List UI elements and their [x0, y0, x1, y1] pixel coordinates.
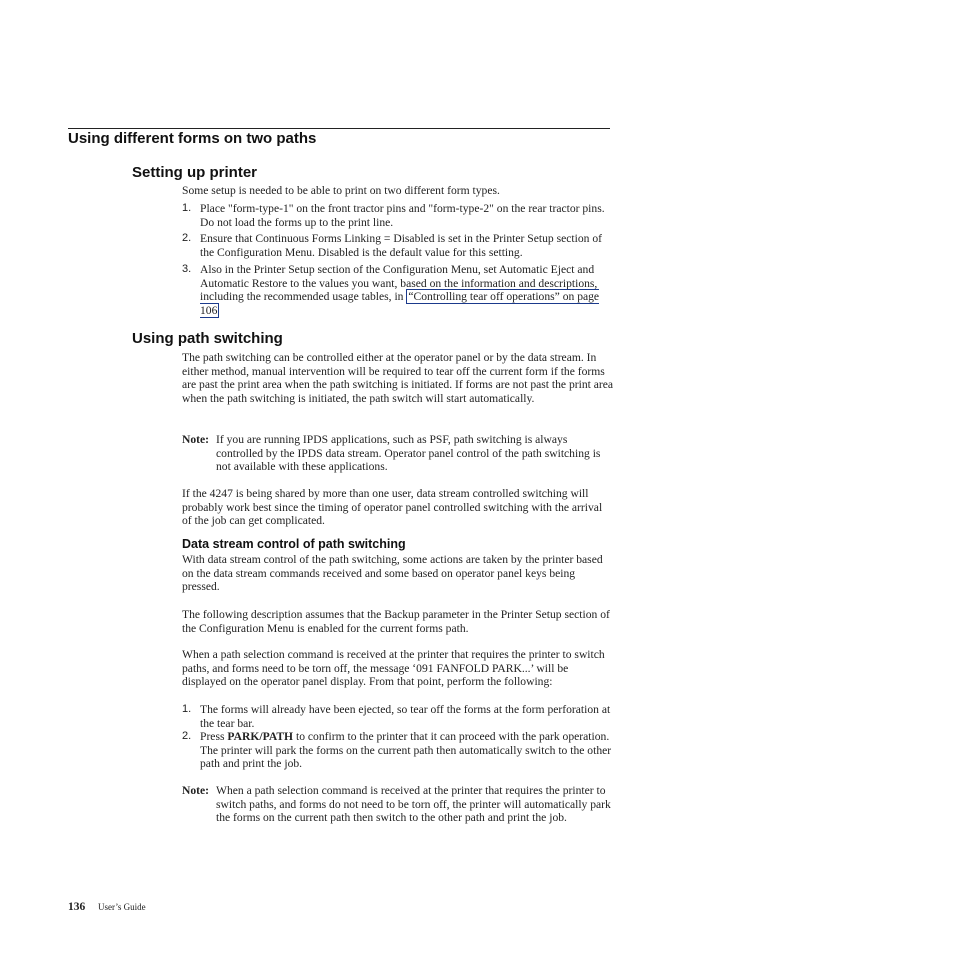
- data-stream-note: Note: When a path selection command is received at the printer that requires the printer to switch paths, and forms do not need to be torn off, the printer will automatically park the forms on the current path then switch to the other path and print the job.: [182, 784, 611, 825]
- setup-step-2: 2. Ensure that Continuous Forms Linking = Disabled is set in the Printer Setup section of the Configuration Menu. Disabled is the default value for this setting.: [182, 232, 602, 259]
- page-footer: [68, 901, 146, 915]
- data-stream-heading: Data stream control of path switching: [182, 537, 406, 551]
- path-switching-para-2: If the 4247 is being shared by more than one user, data stream controlled switching will probably work best since the timing of operator panel controlled switching with the arrival of the job can get complicated.: [182, 487, 603, 528]
- data-stream-para-3: When a path selection command is received at the printer that requires the printer to switch paths, and forms need to be torn off, the message ‘091 FANFOLD PARK...’ will be displayed on the operator panel display. From that point, perform the following:: [182, 648, 605, 689]
- park-path-key: PARK/PATH: [227, 730, 294, 743]
- controlling-tear-off-link[interactable]: “Controlling tear off operations” on page 106: [200, 290, 600, 317]
- path-switching-note: Note: If you are running IPDS applications, such as PSF, path switching is always controlled by the IPDS data stream. Operator panel control of the path switching is not available with these applications.: [182, 433, 601, 474]
- path-switching-heading: Using path switching: [132, 330, 283, 347]
- section-rule: [68, 128, 610, 129]
- data-stream-step-2: 2. Press PARK/PATH to confirm to the printer that it can proceed with the park operation. The printer will park the forms on the current path then automatically switch to the other path and print the job.: [182, 730, 612, 771]
- setup-heading: Setting up printer: [132, 164, 257, 181]
- data-stream-para-1: With data stream control of the path switching, some actions are taken by the printer based on the data stream commands received and some based on operator panel keys being pressed.: [182, 553, 603, 594]
- path-switching-para-1: The path switching can be controlled either at the operator panel or by the data stream. In either method, manual intervention will be required to tear off the current form if the forms are past the print area when the path switching is initiated. If forms are not past the print area when the path switching is initiated, the path switch will start automatically.: [182, 351, 614, 405]
- data-stream-para-2: The following description assumes that the Backup parameter in the Printer Setup section of the Configuration Menu is enabled for the current forms path.: [182, 608, 610, 635]
- setup-step-3: 3. Also in the Printer Setup section of the Configuration Menu, set Automatic Eject and Automatic Restore to the values you want, based on the information and descriptions, including the recommended usage tables, in “Controlling tear off operations” on page 106: [182, 263, 600, 317]
- page-number: 136: [68, 901, 86, 913]
- section-title: Using different forms on two paths: [68, 130, 317, 147]
- setup-step-1: 1. Place "form-type-1" on the front tractor pins and "form-type-2" on the rear tractor pins. Do not load the forms up to the print line.: [182, 202, 605, 229]
- document-title: User’s Guide: [98, 902, 146, 912]
- data-stream-step-1: 1. The forms will already have been ejected, so tear off the forms at the form perforation at the tear bar.: [182, 703, 611, 730]
- setup-intro: Some setup is needed to be able to print on two different form types.: [182, 184, 500, 197]
